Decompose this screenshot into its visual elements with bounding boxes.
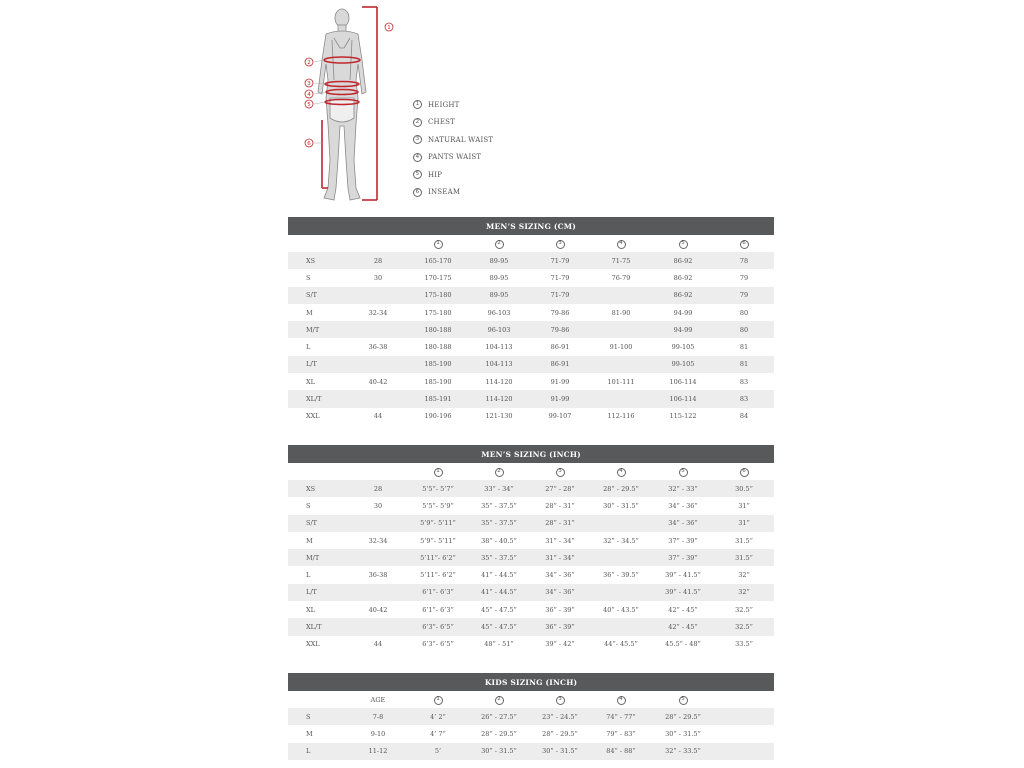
table-cell: 36” - 39.5” bbox=[603, 571, 639, 580]
table-cell bbox=[590, 618, 652, 635]
table-row bbox=[288, 356, 774, 373]
mens-sizing-cm-table bbox=[288, 217, 774, 425]
table-cell: 32-34 bbox=[368, 536, 388, 545]
table-cell: 91-100 bbox=[609, 343, 633, 352]
legend-item-height bbox=[413, 96, 493, 114]
table-cell: 175-180 bbox=[408, 287, 468, 304]
table-cell: 39” - 41.5” bbox=[652, 584, 714, 601]
table-cell: 31.5” bbox=[735, 536, 753, 545]
table-cell bbox=[714, 725, 774, 742]
column-header-cell bbox=[714, 691, 774, 708]
table-cell: 30.5” bbox=[714, 480, 774, 497]
table-cell bbox=[590, 515, 652, 532]
table-cell: 34” - 36” bbox=[545, 571, 575, 580]
column-header-cell bbox=[288, 463, 348, 480]
size-cell: L bbox=[306, 571, 311, 580]
number-4-icon: 4 bbox=[617, 696, 626, 705]
table-cell bbox=[590, 549, 652, 566]
table-cell: 5’9”- 5’11” bbox=[408, 515, 468, 532]
number-4-icon: 4 bbox=[617, 468, 626, 477]
table-cell: 81-90 bbox=[611, 308, 631, 317]
table-cell: 91-99 bbox=[550, 377, 570, 386]
table-cell: 5’9”- 5’11” bbox=[420, 536, 456, 545]
table-cell: 79” - 83” bbox=[606, 729, 636, 738]
table-cell: 28 bbox=[348, 252, 408, 269]
table-cell: 99-105 bbox=[652, 356, 714, 373]
table-cell: 32” - 33” bbox=[652, 480, 714, 497]
legend-item-natural-waist bbox=[413, 131, 493, 149]
table-row bbox=[288, 708, 774, 725]
table-cell: 190-196 bbox=[424, 412, 452, 421]
table-cell: 78 bbox=[714, 252, 774, 269]
size-cell: M bbox=[306, 729, 313, 738]
table-row bbox=[288, 373, 774, 390]
table-cell: 5’ bbox=[408, 743, 468, 760]
table-cell: 11-12 bbox=[348, 743, 408, 760]
table-cell bbox=[348, 287, 408, 304]
table-cell: 115-122 bbox=[669, 412, 697, 421]
marker-2: 2 bbox=[307, 60, 311, 66]
column-header-row bbox=[288, 235, 774, 252]
table-cell bbox=[714, 708, 774, 725]
size-cell: S bbox=[288, 708, 348, 725]
legend-item-hip bbox=[413, 166, 493, 184]
table-cell: 86-91 bbox=[550, 343, 570, 352]
number-2-icon: 2 bbox=[495, 696, 504, 705]
legend-item-chest bbox=[413, 114, 493, 132]
table-cell bbox=[590, 390, 652, 407]
table-cell: 5’5”- 5’7” bbox=[408, 480, 468, 497]
table-cell: 39” - 41.5” bbox=[665, 571, 701, 580]
table-cell: 30 bbox=[373, 501, 383, 510]
table-title: KIDS SIZING (INCH) bbox=[288, 673, 774, 691]
table-cell: 71-75 bbox=[590, 252, 652, 269]
table-cell: 180-188 bbox=[424, 343, 452, 352]
table-cell: 4’ 2” bbox=[408, 708, 468, 725]
table-cell: 36-38 bbox=[368, 571, 388, 580]
table-cell: 104-113 bbox=[468, 356, 530, 373]
size-cell: XL/T bbox=[288, 390, 348, 407]
column-header-cell bbox=[288, 235, 348, 252]
column-header-cell bbox=[530, 235, 590, 252]
table-cell: 185-190 bbox=[408, 356, 468, 373]
column-header-cell bbox=[652, 691, 714, 708]
table-row bbox=[288, 725, 774, 742]
table-cell bbox=[348, 549, 408, 566]
table-cell: 79 bbox=[739, 273, 749, 282]
column-header-cell bbox=[530, 463, 590, 480]
table-cell bbox=[590, 321, 652, 338]
size-cell: XL bbox=[306, 605, 315, 614]
size-cell: S/T bbox=[288, 287, 348, 304]
table-cell bbox=[590, 584, 652, 601]
table-cell: 96-103 bbox=[487, 308, 511, 317]
table-cell: 33” - 34” bbox=[468, 480, 530, 497]
column-header-cell bbox=[714, 463, 774, 480]
table-cell: 6’3”- 6’5” bbox=[422, 640, 454, 649]
legend-label: HEIGHT bbox=[428, 100, 460, 109]
table-cell: 42” - 45” bbox=[652, 618, 714, 635]
marker-6: 6 bbox=[307, 141, 311, 147]
table-cell: 27” - 28” bbox=[530, 480, 590, 497]
column-header-cell bbox=[408, 463, 468, 480]
table-cell: 106-114 bbox=[669, 377, 697, 386]
column-header-cell bbox=[468, 463, 530, 480]
table-cell: 89-95 bbox=[468, 287, 530, 304]
marker-4: 4 bbox=[307, 92, 311, 98]
table-cell: 84 bbox=[739, 412, 749, 421]
legend-label: NATURAL WAIST bbox=[428, 135, 494, 144]
measurement-legend bbox=[413, 96, 493, 201]
table-cell: 37” - 39” bbox=[668, 536, 698, 545]
column-header-cell bbox=[714, 235, 774, 252]
mens-sizing-inch-table bbox=[288, 445, 774, 653]
table-cell: 40-42 bbox=[368, 605, 388, 614]
size-cell: XL bbox=[306, 377, 315, 386]
size-cell: L bbox=[306, 343, 311, 352]
table-cell: 4’ 7” bbox=[430, 729, 446, 738]
table-cell: 34” - 36” bbox=[530, 584, 590, 601]
table-cell: 30 bbox=[373, 273, 383, 282]
table-cell: 165-170 bbox=[408, 252, 468, 269]
table-cell: 91-99 bbox=[530, 390, 590, 407]
number-6-icon: 6 bbox=[740, 240, 749, 249]
table-cell bbox=[590, 287, 652, 304]
table-cell: 86-91 bbox=[530, 356, 590, 373]
table-cell: 94-99 bbox=[652, 321, 714, 338]
table-cell: 41” - 44.5” bbox=[481, 571, 517, 580]
table-row bbox=[288, 549, 774, 566]
table-cell: 31.5” bbox=[714, 549, 774, 566]
table-cell: 34” - 36” bbox=[668, 501, 698, 510]
table-row bbox=[288, 618, 774, 635]
table-cell: 28” - 29.5” bbox=[652, 708, 714, 725]
table-row bbox=[288, 743, 774, 760]
table-cell: 31” bbox=[714, 515, 774, 532]
table-cell: 36” - 39” bbox=[530, 618, 590, 635]
table-row bbox=[288, 287, 774, 304]
table-cell: 101-111 bbox=[607, 377, 635, 386]
legend-label: HIP bbox=[428, 170, 443, 179]
table-row bbox=[288, 532, 774, 549]
table-cell: 30” - 31.5” bbox=[530, 743, 590, 760]
number-2-icon: 2 bbox=[495, 240, 504, 249]
column-header-cell bbox=[348, 463, 408, 480]
table-row bbox=[288, 390, 774, 407]
table-cell: 104-113 bbox=[485, 343, 513, 352]
table-cell: 114-120 bbox=[485, 377, 513, 386]
table-cell: 33.5” bbox=[735, 640, 753, 649]
table-title: MEN’S SIZING (INCH) bbox=[288, 445, 774, 463]
table-cell: 79-86 bbox=[530, 321, 590, 338]
column-header-cell bbox=[468, 235, 530, 252]
table-cell: 71-79 bbox=[530, 252, 590, 269]
table-cell: 30” - 31.5” bbox=[665, 729, 701, 738]
table-cell: 175-180 bbox=[424, 308, 452, 317]
number-5-icon: 5 bbox=[413, 170, 422, 179]
table-cell: 28” - 31” bbox=[545, 501, 575, 510]
table-cell: 32-34 bbox=[368, 308, 388, 317]
table-row bbox=[288, 515, 774, 532]
number-2-icon: 2 bbox=[413, 118, 422, 127]
table-cell: 5’11”- 6’2” bbox=[420, 571, 456, 580]
table-cell: 35” - 37.5” bbox=[481, 501, 517, 510]
size-cell: M/T bbox=[288, 321, 348, 338]
table-cell: 74” - 77” bbox=[590, 708, 652, 725]
table-row bbox=[288, 480, 774, 497]
table-cell: 96-103 bbox=[468, 321, 530, 338]
table-cell: 83 bbox=[739, 377, 749, 386]
table-cell bbox=[348, 618, 408, 635]
column-header-cell bbox=[408, 691, 468, 708]
table-cell: 94-99 bbox=[673, 308, 693, 317]
number-4-icon: 4 bbox=[617, 240, 626, 249]
table-cell: 28” - 31” bbox=[530, 515, 590, 532]
table-cell: 45” - 47.5” bbox=[468, 618, 530, 635]
table-cell: 45” - 47.5” bbox=[481, 605, 517, 614]
table-cell: 42” - 45” bbox=[668, 605, 698, 614]
number-1-icon: 1 bbox=[434, 696, 443, 705]
legend-item-pants-waist bbox=[413, 149, 493, 167]
table-cell: 89-95 bbox=[489, 273, 509, 282]
table-cell: 79 bbox=[714, 287, 774, 304]
table-cell: 106-114 bbox=[652, 390, 714, 407]
table-row bbox=[288, 304, 774, 321]
table-cell: 76-79 bbox=[611, 273, 631, 282]
marker-3: 3 bbox=[307, 81, 311, 87]
table-cell: 28” - 29.5” bbox=[542, 729, 578, 738]
size-cell: XS bbox=[288, 480, 348, 497]
table-cell: 6’1”- 6’3” bbox=[408, 584, 468, 601]
table-cell: 32” - 34.5” bbox=[603, 536, 639, 545]
table-row bbox=[288, 321, 774, 338]
body-measurement-figure bbox=[300, 0, 400, 206]
number-1-icon: 1 bbox=[413, 100, 422, 109]
table-cell: 86-92 bbox=[652, 287, 714, 304]
table-row bbox=[288, 338, 774, 355]
column-header-cell bbox=[530, 691, 590, 708]
table-cell: 99-105 bbox=[671, 343, 695, 352]
number-3-icon: 3 bbox=[413, 135, 422, 144]
column-header-cell bbox=[408, 235, 468, 252]
size-cell: M/T bbox=[288, 549, 348, 566]
table-cell: 45.5” - 48” bbox=[665, 640, 701, 649]
number-3-icon: 3 bbox=[556, 468, 565, 477]
legend-label: PANTS WAIST bbox=[428, 153, 482, 162]
table-cell: 71-79 bbox=[550, 273, 570, 282]
table-cell: 32.5” bbox=[735, 605, 753, 614]
size-cell: L/T bbox=[288, 356, 348, 373]
table-cell: 79-86 bbox=[550, 308, 570, 317]
table-title: MEN’S SIZING (CM) bbox=[288, 217, 774, 235]
number-5-icon: 5 bbox=[679, 468, 688, 477]
table-cell: 99-107 bbox=[548, 412, 572, 421]
marker-5: 5 bbox=[307, 102, 311, 108]
table-row bbox=[288, 584, 774, 601]
table-cell: 80 bbox=[739, 308, 749, 317]
number-1-icon: 1 bbox=[434, 468, 443, 477]
table-cell: 121-130 bbox=[485, 412, 513, 421]
table-cell: 5’11”- 6’2” bbox=[408, 549, 468, 566]
size-cell: L bbox=[288, 743, 348, 760]
table-row bbox=[288, 252, 774, 269]
table-cell: 38” - 40.5” bbox=[481, 536, 517, 545]
number-5-icon: 5 bbox=[679, 696, 688, 705]
table-row bbox=[288, 566, 774, 583]
table-cell: 86-92 bbox=[673, 273, 693, 282]
number-6-icon: 6 bbox=[740, 468, 749, 477]
column-header-cell bbox=[590, 691, 652, 708]
table-cell: 80 bbox=[714, 321, 774, 338]
table-row bbox=[288, 269, 774, 286]
mannequin-illustration bbox=[300, 0, 400, 206]
table-cell: 185-191 bbox=[408, 390, 468, 407]
table-cell: 84” - 88” bbox=[590, 743, 652, 760]
table-cell bbox=[348, 356, 408, 373]
table-cell: 23” - 24.5” bbox=[530, 708, 590, 725]
table-row bbox=[288, 636, 774, 653]
marker-1: 1 bbox=[387, 25, 391, 31]
table-row bbox=[288, 497, 774, 514]
number-1-icon: 1 bbox=[434, 240, 443, 249]
table-cell: 31” bbox=[738, 501, 750, 510]
table-cell: 89-95 bbox=[468, 252, 530, 269]
number-3-icon: 3 bbox=[556, 240, 565, 249]
table-cell: 31” - 34” bbox=[530, 549, 590, 566]
size-cell: XL/T bbox=[288, 618, 348, 635]
table-row bbox=[288, 408, 774, 425]
legend-label: CHEST bbox=[428, 118, 456, 127]
column-header-cell bbox=[590, 463, 652, 480]
table-cell: 180-188 bbox=[408, 321, 468, 338]
table-cell: 32” - 33.5” bbox=[652, 743, 714, 760]
table-cell: 185-190 bbox=[424, 377, 452, 386]
table-cell: 71-79 bbox=[530, 287, 590, 304]
table-cell: 44”- 45.5” bbox=[604, 640, 638, 649]
number-5-icon: 5 bbox=[679, 240, 688, 249]
table-cell: 81 bbox=[739, 343, 749, 352]
number-6-icon: 6 bbox=[413, 188, 422, 197]
table-cell: 40” - 43.5” bbox=[603, 605, 639, 614]
table-cell bbox=[714, 743, 774, 760]
size-cell: M bbox=[306, 536, 313, 545]
table-cell: 6’3”- 6’5” bbox=[408, 618, 468, 635]
legend-label: INSEAM bbox=[428, 188, 461, 197]
table-cell: 170-175 bbox=[424, 273, 452, 282]
number-2-icon: 2 bbox=[495, 468, 504, 477]
table-cell: 9-10 bbox=[370, 729, 386, 738]
table-cell: 30” - 31.5” bbox=[603, 501, 639, 510]
table-cell: 31” - 34” bbox=[545, 536, 575, 545]
size-cell: XXL bbox=[306, 640, 320, 649]
table-cell bbox=[348, 515, 408, 532]
kids-sizing-inch-table bbox=[288, 673, 774, 760]
column-header-cell bbox=[288, 691, 348, 708]
number-3-icon: 3 bbox=[556, 696, 565, 705]
table-cell: 26” - 27.5” bbox=[468, 708, 530, 725]
column-header-cell bbox=[652, 463, 714, 480]
column-header-cell bbox=[590, 235, 652, 252]
column-header-cell: AGE bbox=[370, 695, 386, 704]
table-cell: 5’5”- 5’9” bbox=[422, 501, 454, 510]
table-cell: 44 bbox=[373, 412, 383, 421]
size-cell: L/T bbox=[288, 584, 348, 601]
table-cell: 7-8 bbox=[348, 708, 408, 725]
table-cell: 48” - 51” bbox=[484, 640, 514, 649]
table-cell: 35” - 37.5” bbox=[468, 515, 530, 532]
column-header-row bbox=[288, 463, 774, 480]
table-row bbox=[288, 601, 774, 618]
column-header-row bbox=[288, 691, 774, 708]
size-cell: XS bbox=[288, 252, 348, 269]
table-cell: 36-38 bbox=[368, 343, 388, 352]
size-cell: S/T bbox=[288, 515, 348, 532]
table-cell bbox=[348, 390, 408, 407]
table-cell: 6’1”- 6’3” bbox=[422, 605, 454, 614]
table-cell: 83 bbox=[714, 390, 774, 407]
table-cell: 81 bbox=[714, 356, 774, 373]
table-cell: 112-116 bbox=[607, 412, 635, 421]
table-cell: 44 bbox=[373, 640, 383, 649]
table-cell: 28” - 29.5” bbox=[590, 480, 652, 497]
table-cell: 41” - 44.5” bbox=[468, 584, 530, 601]
table-cell: 114-120 bbox=[468, 390, 530, 407]
table-cell: 86-92 bbox=[652, 252, 714, 269]
size-cell: M bbox=[306, 308, 313, 317]
table-cell bbox=[590, 356, 652, 373]
table-cell: 39” - 42” bbox=[545, 640, 575, 649]
table-cell: 32.5” bbox=[714, 618, 774, 635]
table-cell: 35” - 37.5” bbox=[468, 549, 530, 566]
table-cell bbox=[348, 321, 408, 338]
table-cell: 36” - 39” bbox=[545, 605, 575, 614]
table-cell: 32” bbox=[714, 584, 774, 601]
column-header-cell bbox=[652, 235, 714, 252]
number-4-icon: 4 bbox=[413, 153, 422, 162]
table-cell: 28 bbox=[348, 480, 408, 497]
table-cell bbox=[348, 584, 408, 601]
legend-item-inseam bbox=[413, 184, 493, 202]
size-cell: S bbox=[306, 501, 311, 510]
table-cell: 32” bbox=[738, 571, 750, 580]
table-cell: 37” - 39” bbox=[652, 549, 714, 566]
column-header-cell bbox=[348, 235, 408, 252]
table-cell: 40-42 bbox=[368, 377, 388, 386]
size-cell: S bbox=[306, 273, 311, 282]
table-cell: 30” - 31.5” bbox=[468, 743, 530, 760]
table-cell: 28” - 29.5” bbox=[481, 729, 517, 738]
column-header-cell bbox=[468, 691, 530, 708]
table-cell: 34” - 36” bbox=[652, 515, 714, 532]
size-cell: XXL bbox=[306, 412, 320, 421]
